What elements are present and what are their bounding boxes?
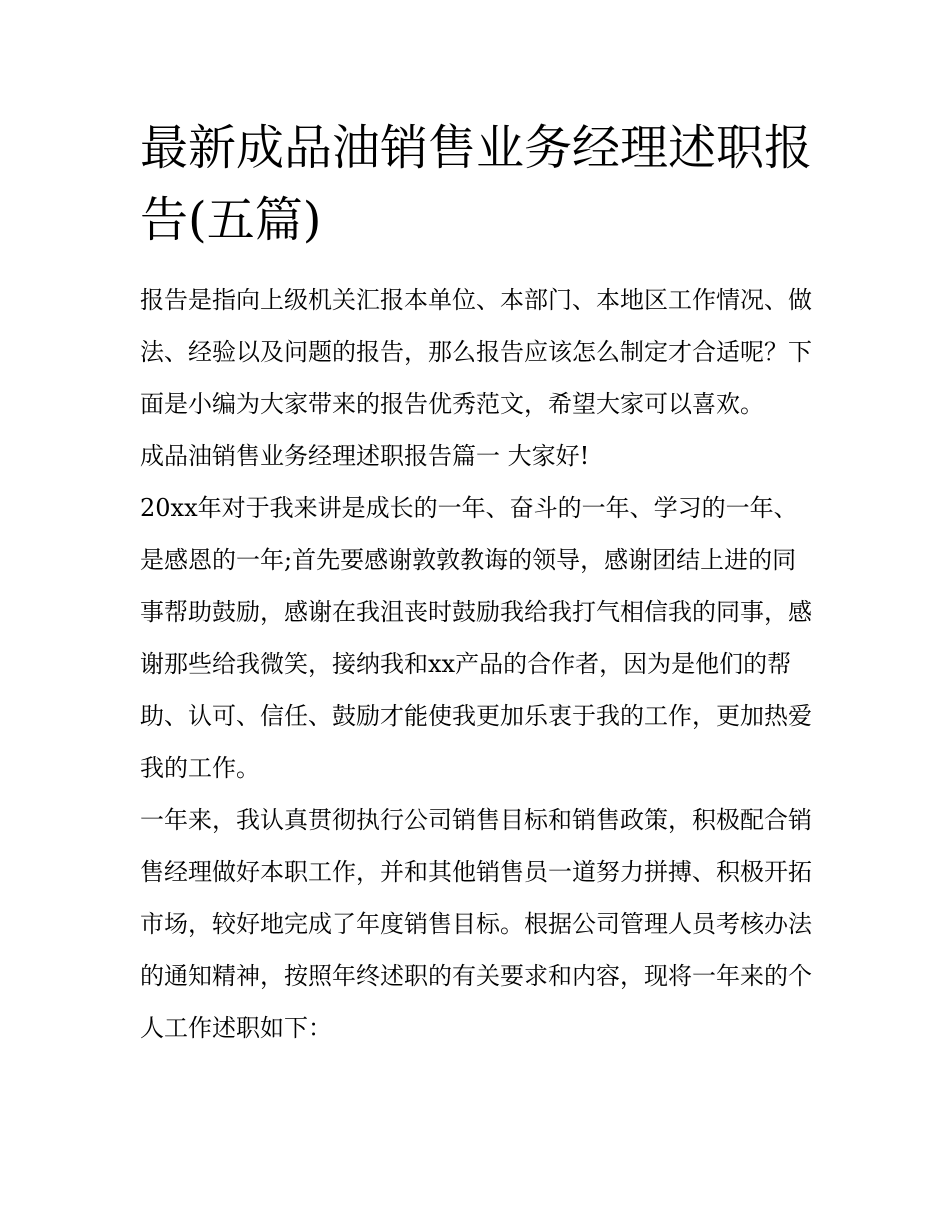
paragraph-section-heading: 成品油销售业务经理述职报告篇一 大家好!	[140, 442, 590, 470]
paragraph-intro: 报告是指向上级机关汇报本单位、本部门、本地区工作情况、做法、经验以及问题的报告，那么报告应该怎么制定才合适呢？下面是小编为大家带来的报告优秀范文，希望大家可以喜欢。	[140, 286, 812, 418]
paragraph-gratitude: 20xx年对于我来讲是成长的一年、奋斗的一年、学习的一年、是感恩的一年;首先要感谢敦敦教诲的领导，感谢团结上进的同事帮助鼓励，感谢在我沮丧时鼓励我给我打气相信我的同事，感谢那些给我微笑，接纳我和xx产品的合作者，因为是他们的帮助、认可、信任、鼓励才能使我更加乐衷于我的工作，更加热爱我的工作。	[140, 494, 812, 782]
paragraph-work-summary: 一年来，我认真贯彻执行公司销售目标和销售政策，积极配合销售经理做好本职工作，并和其他销售员一道努力拼搏、积极开拓市场，较好地完成了年度销售目标。根据公司管理人员考核办法的通知精神，按照年终述职的有关要求和内容，现将一年来的个人工作述职如下：	[140, 806, 812, 1042]
document-body	[140, 274, 812, 1054]
document-title: 最新成品油销售业务经理述职报告(五篇)	[140, 120, 813, 248]
